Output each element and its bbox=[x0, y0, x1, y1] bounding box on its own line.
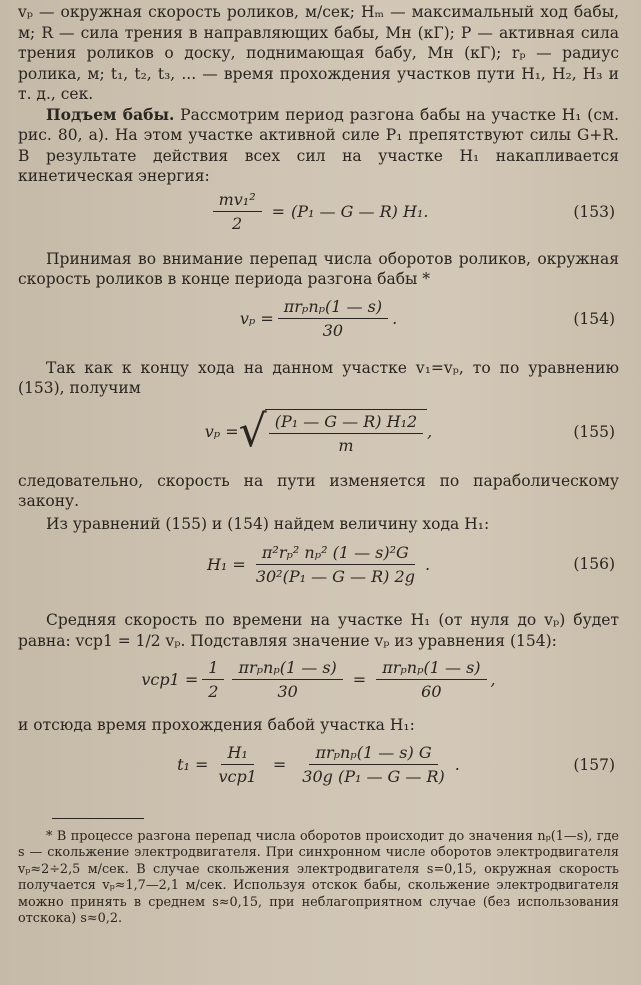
numerator: πrₚnₚ(1 — s) G bbox=[309, 743, 437, 765]
stroke-height-paragraph: Из уравнений (155) и (154) найдем величину хода H₁: bbox=[46, 514, 490, 533]
equation-156 bbox=[18, 534, 619, 594]
radicand bbox=[265, 409, 427, 455]
equals-sign: = bbox=[352, 669, 367, 689]
comma: , bbox=[490, 669, 496, 689]
denominator: 30g (P₁ — G — R) bbox=[302, 767, 445, 786]
equation-number: (153) bbox=[573, 202, 615, 221]
fraction-speed bbox=[232, 658, 342, 701]
right-hand-side: (P₁ — G — R) H₁. bbox=[291, 202, 429, 221]
denominator: 2 bbox=[232, 214, 243, 233]
numerator: πrₚnₚ(1 — s) bbox=[376, 658, 486, 680]
left-hand-side: t₁ = bbox=[177, 755, 209, 774]
lifting-paragraph bbox=[18, 105, 619, 187]
equals-sign: = bbox=[272, 755, 287, 774]
fraction bbox=[213, 190, 262, 233]
fraction bbox=[269, 412, 423, 455]
left-hand-side: H₁ = bbox=[206, 554, 246, 574]
denominator: 60 bbox=[421, 681, 442, 701]
fraction-time bbox=[296, 743, 451, 786]
left-hand-side: vₚ = bbox=[204, 422, 239, 441]
equation-157 bbox=[18, 736, 619, 794]
numerator: πrₚnₚ(1 — s) bbox=[232, 658, 342, 680]
denominator: 30²(P₁ — G — R) 2g bbox=[255, 566, 415, 586]
numerator: (P₁ — G — R) H₁2 bbox=[269, 412, 423, 434]
period: . bbox=[392, 309, 398, 328]
footnote-divider bbox=[52, 818, 144, 819]
rollers-paragraph: Принимая во внимание перепад числа оборотов роликов, окружная скорость роликов в конце периода разгона бабы * bbox=[18, 249, 619, 288]
denominator: vср1 bbox=[218, 767, 257, 786]
equation-number: (155) bbox=[573, 422, 615, 441]
period: . bbox=[424, 554, 431, 574]
fraction-result bbox=[376, 658, 486, 701]
equation-average-speed bbox=[18, 651, 619, 707]
numerator: H₁ bbox=[221, 743, 253, 765]
left-hand-side: vₚ = bbox=[239, 309, 274, 328]
lifting-text: Рассмотрим период разгона бабы на участке H₁ (см. рис. 80, а). На этом участке активной силе P₁ препятствуют силы G+R. В результате действия всех сил на участке H₁ накапливается кинетическая энергия: bbox=[18, 105, 619, 185]
footnote-text: * В процессе разгона перепад числа оборотов происходит до значения nₚ(1—s), где s — скольжение электродвигателя. При синхронном числе оборотов электродвигателя vₚ≈2÷2,5 м/сек. В случае скольжения электродвигателя s=0,15, окружная скорость получается vₚ≈1,7—2,1 м/сек. Используя отскок бабы, скольжение электродвигателя можно принять в среднем s≈0,15, при неблагоприятном случае (без использования отскока) s≈0,2. bbox=[18, 828, 619, 926]
radical-sign-icon: √ bbox=[238, 405, 267, 457]
footnote bbox=[18, 829, 619, 928]
denominator: 30 bbox=[322, 321, 344, 340]
section-heading: Подъем бабы. bbox=[46, 104, 175, 124]
period: . bbox=[454, 755, 460, 774]
equation-number: (156) bbox=[573, 555, 615, 573]
equation-154 bbox=[18, 290, 619, 348]
square-root bbox=[238, 405, 428, 457]
fraction-half bbox=[202, 658, 224, 701]
definitions-paragraph: vₚ — окружная скорость роликов, м/сек; Hₘ — максимальный ход бабы, м; R — сила трения в направляющих бабы, Мн (кГ); P — активная сила трения роликов о доску, поднимающая бабу, Мн (кГ); rₚ — радиус ролика, м; t₁, t₂, t₃, ... — время прохождения участков пути H₁, H₂, H₃ и т. д., сек. bbox=[18, 3, 619, 103]
parabolic-paragraph: следовательно, скорость на пути изменяется по параболическому закону. bbox=[18, 471, 619, 510]
numerator: mv₁² bbox=[213, 190, 262, 212]
equals-sign: = bbox=[271, 202, 286, 221]
equation-number: (154) bbox=[573, 309, 615, 328]
average-speed-paragraph: Средняя скорость по времени на участке H₁ (от нуля до vₚ) будет равна: vср1 = 1/2 vₚ. Подставляя значение vₚ из уравнения (154): bbox=[18, 611, 619, 650]
denominator: 2 bbox=[208, 681, 219, 701]
fraction bbox=[250, 543, 421, 586]
numerator: 1 bbox=[202, 658, 224, 680]
equation-number: (157) bbox=[573, 755, 615, 774]
equation-153 bbox=[18, 187, 619, 237]
fraction-distance-speed bbox=[212, 743, 262, 786]
end-of-stroke-paragraph: Так как к концу хода на данном участке v₁=vₚ, то по уравнению (153), получим bbox=[18, 358, 619, 397]
fraction bbox=[278, 297, 388, 340]
time-paragraph: и отсюда время прохождения бабой участка H₁: bbox=[18, 716, 415, 734]
comma: , bbox=[427, 422, 433, 441]
equation-155 bbox=[18, 399, 619, 465]
left-hand-side: vср1 = bbox=[141, 669, 199, 689]
denominator: 30 bbox=[277, 681, 298, 701]
denominator: m bbox=[338, 435, 354, 455]
numerator: πrₚnₚ(1 — s) bbox=[278, 297, 388, 319]
numerator: π²rₚ² nₚ² (1 — s)²G bbox=[256, 543, 415, 565]
